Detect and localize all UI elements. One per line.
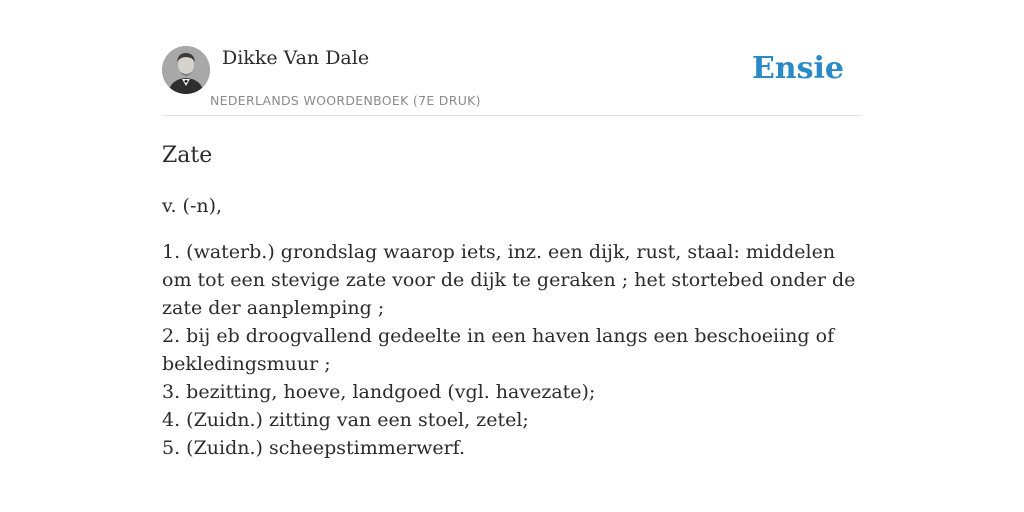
definition-header xyxy=(162,46,862,116)
dictionary-source[interactable]: NEDERLANDS WOORDENBOEK (7E DRUK) xyxy=(210,93,481,108)
portrait-photo-icon xyxy=(162,46,210,94)
author-avatar[interactable] xyxy=(162,46,210,94)
sense-item: 2. bij eb droogvallend gedeelte in een haven langs een beschoeiing of bekledingsmuur ; xyxy=(162,325,835,375)
sense-list xyxy=(162,238,862,462)
sense-item: 4. (Zuidn.) zitting van een stoel, zetel; xyxy=(162,409,529,431)
author-name[interactable]: Dikke Van Dale xyxy=(222,47,370,69)
grammar-info: v. (-n), xyxy=(162,195,223,217)
sense-item: 1. (waterb.) grondslag waarop iets, inz. een dijk, rust, staal: middelen om tot een stevige zate voor de dijk te geraken ; het stortebed onder de zate der aanplemping ; xyxy=(162,241,856,319)
definition-card xyxy=(162,46,862,462)
ensie-logo-link[interactable]: Ensie xyxy=(751,51,844,86)
entry-title: Zate xyxy=(162,143,213,168)
sense-item: 3. bezitting, hoeve, landgoed (vgl. havezate); xyxy=(162,381,596,403)
sense-item: 5. (Zuidn.) scheepstimmerwerf. xyxy=(162,437,466,459)
